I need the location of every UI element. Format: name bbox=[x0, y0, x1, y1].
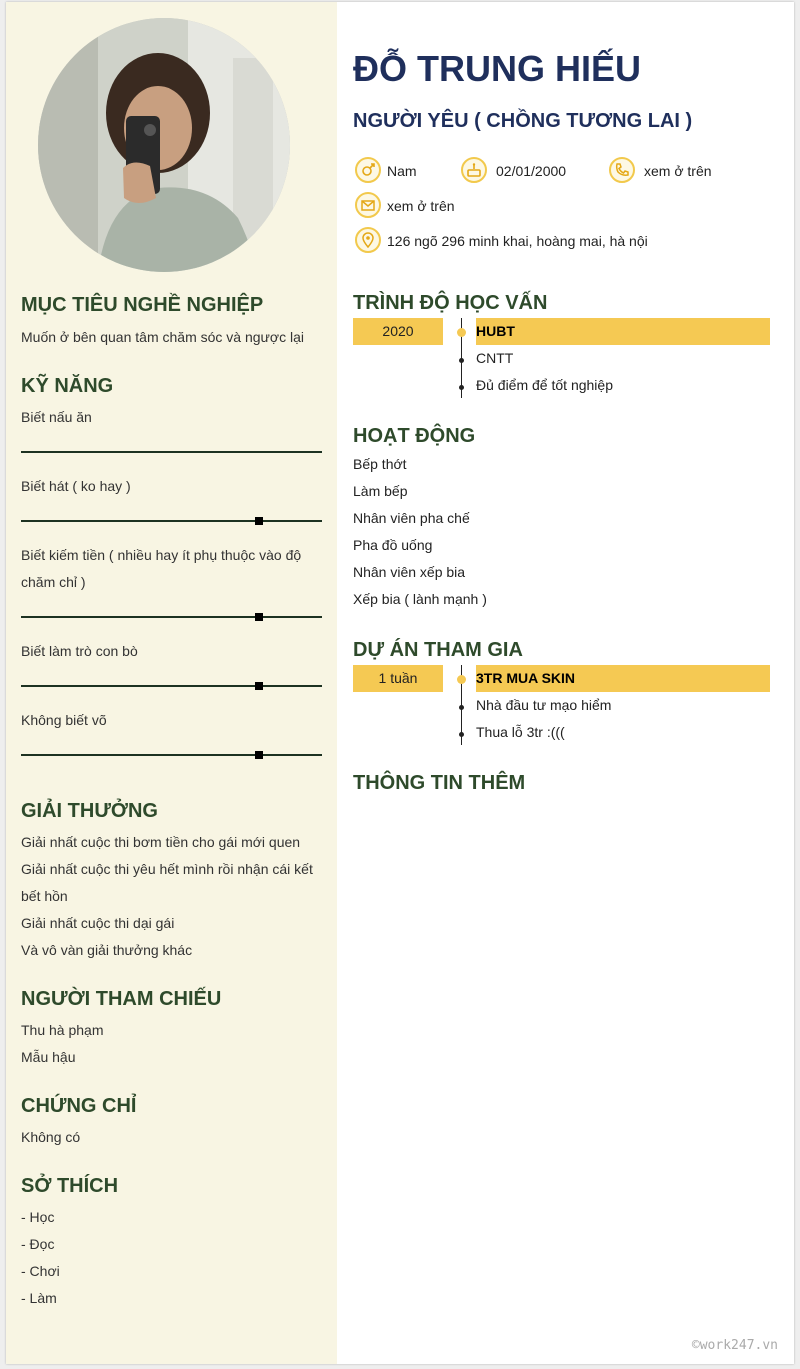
hobby-item: - Đọc bbox=[21, 1236, 55, 1252]
project-line: Thua lỗ 3tr :((( bbox=[476, 724, 565, 740]
avatar-photo bbox=[38, 18, 290, 272]
skill-bar bbox=[21, 520, 322, 522]
objective-heading: MỤC TIÊU NGHỀ NGHIỆP bbox=[21, 294, 264, 316]
skill-bar bbox=[21, 685, 322, 687]
more-info-heading: THÔNG TIN THÊM bbox=[353, 772, 526, 794]
activity-item: Bếp thớt bbox=[353, 456, 407, 472]
skill-label: Biết làm trò con bò bbox=[21, 643, 138, 659]
timeline-dot bbox=[459, 358, 464, 363]
activity-item: Làm bếp bbox=[353, 483, 408, 499]
timeline-dot bbox=[459, 385, 464, 390]
candidate-role: NGƯỜI YÊU ( CHỒNG TƯƠNG LAI ) bbox=[353, 110, 693, 132]
reference-item: Thu hà phạm bbox=[21, 1022, 104, 1038]
certificates-heading: CHỨNG CHỈ bbox=[21, 1095, 137, 1117]
skill-bar bbox=[21, 451, 322, 453]
birthday-cake-icon bbox=[461, 157, 487, 183]
dob-text: 02/01/2000 bbox=[496, 163, 567, 179]
map-pin-icon bbox=[355, 227, 381, 253]
award-item: Và vô vàn giải thưởng khác bbox=[21, 942, 193, 958]
skill-bar bbox=[21, 616, 322, 618]
skill-label: Không biết võ bbox=[21, 712, 107, 728]
skill-label: Biết nấu ăn bbox=[21, 409, 92, 425]
education-school: HUBT bbox=[476, 323, 515, 339]
award-item: Giải nhất cuộc thi yêu hết mình rồi nhận cái kết bbox=[21, 861, 313, 877]
reference-item: Mẫu hậu bbox=[21, 1049, 76, 1065]
watermark: ©work247.vn bbox=[691, 1338, 778, 1353]
skill-label: Biết kiếm tiền ( nhiều hay ít phụ thuộc vào độ bbox=[21, 547, 302, 563]
education-date: 2020 bbox=[382, 323, 414, 339]
address-text: 126 ngõ 296 minh khai, hoàng mai, hà nội bbox=[387, 233, 648, 249]
avatar-image bbox=[38, 18, 290, 272]
hobby-item: - Làm bbox=[21, 1290, 57, 1306]
email-text: xem ở trên bbox=[387, 198, 455, 214]
award-item: Giải nhất cuộc thi dại gái bbox=[21, 915, 175, 931]
activity-item: Nhân viên pha chế bbox=[353, 510, 470, 526]
candidate-name: ĐỖ TRUNG HIẾU bbox=[353, 48, 641, 89]
project-duration: 1 tuần bbox=[378, 670, 418, 686]
sidebar bbox=[6, 2, 337, 1364]
timeline-dot bbox=[457, 328, 466, 337]
timeline-dot bbox=[459, 705, 464, 710]
award-item-continued: bết hồn bbox=[21, 888, 68, 904]
gender-text: Nam bbox=[387, 163, 417, 179]
skills-heading: KỸ NĂNG bbox=[21, 375, 114, 397]
education-heading: TRÌNH ĐỘ HỌC VẤN bbox=[353, 292, 548, 314]
activity-item: Xếp bia ( lành mạnh ) bbox=[353, 591, 487, 607]
email-icon bbox=[355, 192, 381, 218]
timeline-dot bbox=[457, 675, 466, 684]
timeline-dot bbox=[459, 732, 464, 737]
activities-heading: HOẠT ĐỘNG bbox=[353, 425, 476, 447]
references-heading: NGƯỜI THAM CHIẾU bbox=[21, 988, 222, 1010]
projects-heading: DỰ ÁN THAM GIA bbox=[353, 639, 523, 661]
activity-item: Nhân viên xếp bia bbox=[353, 564, 466, 580]
gender-icon bbox=[355, 157, 381, 183]
activity-item: Pha đồ uống bbox=[353, 537, 433, 553]
hobby-item: - Chơi bbox=[21, 1263, 60, 1279]
education-line: CNTT bbox=[476, 350, 514, 366]
project-name: 3TR MUA SKIN bbox=[476, 670, 576, 686]
objective-text: Muốn ở bên quan tâm chăm sóc và ngược lại bbox=[21, 329, 304, 345]
award-item: Giải nhất cuộc thi bơm tiền cho gái mới quen bbox=[21, 834, 301, 850]
skill-level-marker bbox=[255, 613, 263, 621]
project-line: Nhà đầu tư mạo hiểm bbox=[476, 697, 612, 713]
hobby-item: - Học bbox=[21, 1209, 55, 1225]
certificate-item: Không có bbox=[21, 1129, 81, 1145]
education-line: Đủ điểm để tốt nghiệp bbox=[476, 377, 613, 393]
phone-icon bbox=[609, 157, 635, 183]
cv-page bbox=[6, 2, 794, 1364]
phone-text: xem ở trên bbox=[644, 163, 712, 179]
skill-label: Biết hát ( ko hay ) bbox=[21, 478, 131, 494]
skill-label-continued: chăm chỉ ) bbox=[21, 574, 86, 590]
skill-level-marker bbox=[255, 517, 263, 525]
education-school-box bbox=[476, 318, 770, 345]
hobbies-heading: SỞ THÍCH bbox=[21, 1175, 119, 1197]
skill-level-marker bbox=[255, 751, 263, 759]
skill-level-marker bbox=[255, 682, 263, 690]
skill-bar bbox=[21, 754, 322, 756]
awards-heading: GIẢI THƯỞNG bbox=[21, 800, 158, 822]
